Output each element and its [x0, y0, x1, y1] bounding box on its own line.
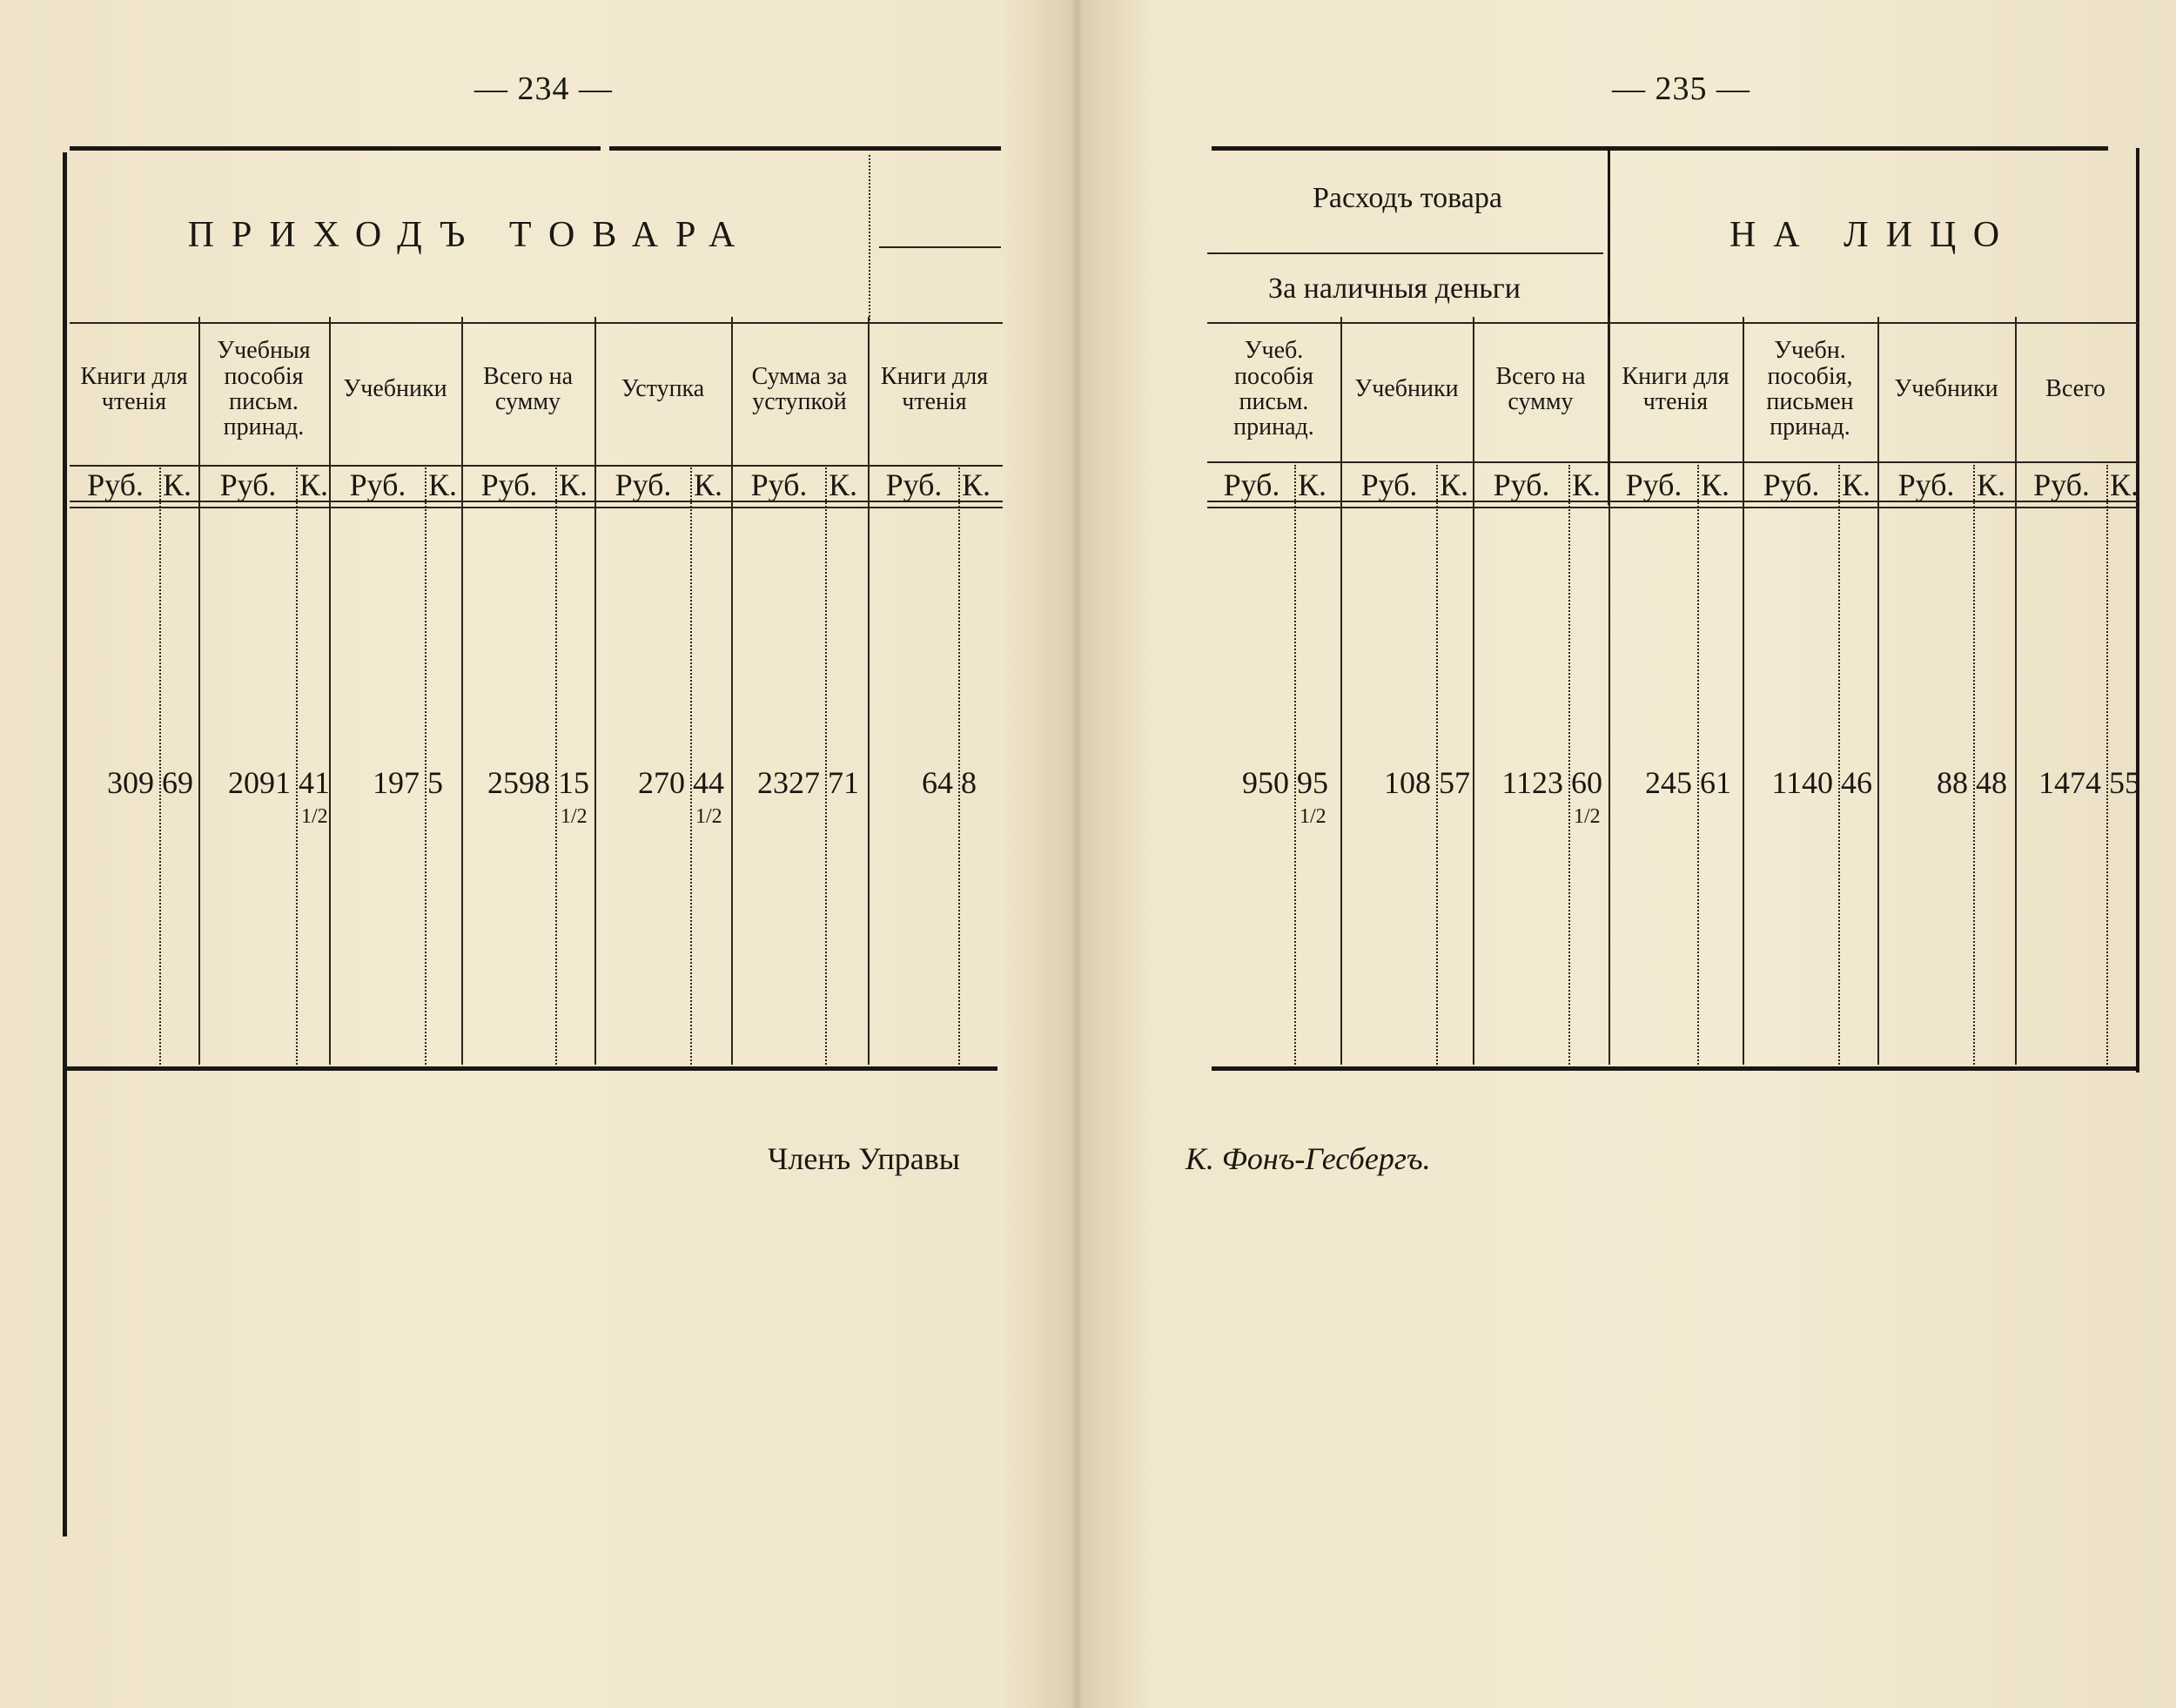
kopek-separator	[425, 465, 426, 1065]
kop-value: 55	[2109, 765, 2140, 800]
kop-label: К.	[962, 467, 991, 502]
subheader-rule	[1207, 461, 2139, 463]
signature-name: К. Фонъ-Гесбергъ.	[1185, 1141, 1431, 1176]
kop-label: К.	[829, 467, 858, 502]
column-separator	[329, 317, 331, 1065]
column-header: Учебн. пособія, письмен принад.	[1766, 337, 1854, 441]
rub-label: Руб.	[750, 467, 808, 502]
column-separator	[1877, 317, 1879, 1065]
rub-value: 270	[638, 765, 685, 800]
rub-label: Руб.	[1223, 467, 1280, 502]
kop-value: 95	[1297, 765, 1328, 800]
kopek-separator	[159, 465, 161, 1065]
kop-value: 5	[427, 765, 443, 800]
rub-value: 950	[1242, 765, 1289, 800]
kopek-separator	[1568, 465, 1570, 1065]
rub-label: Руб.	[219, 467, 277, 502]
column-header: Учеб. пособія письм. принад.	[1233, 337, 1314, 441]
rub-value: 1123	[1501, 765, 1563, 800]
fraction-value: 1/2	[1300, 805, 1326, 828]
kopek-separator	[958, 465, 960, 1065]
top-rule-right	[609, 146, 1001, 151]
rub-value: 88	[1937, 765, 1968, 800]
rub-value: 2598	[487, 765, 550, 800]
column-separator	[2015, 317, 2017, 1065]
column-header: Учебники	[1894, 375, 1998, 403]
left-border	[63, 152, 67, 1537]
kop-label: К.	[694, 467, 723, 502]
rub-value: 64	[922, 765, 953, 800]
kop-label: К.	[1572, 467, 1602, 502]
kopek-separator	[1973, 465, 1975, 1065]
column-header: Всего на сумму	[482, 362, 574, 415]
fraction-value: 1/2	[561, 805, 588, 828]
kop-label: К.	[1977, 467, 2006, 502]
kop-value: 15	[558, 765, 589, 800]
kopek-separator	[2106, 465, 2108, 1065]
rub-value: 108	[1384, 765, 1431, 800]
column-header: Книги для чтенія	[1622, 362, 1729, 415]
kop-value: 61	[1700, 765, 1731, 800]
kop-value: 60	[1571, 765, 1602, 800]
kop-value: 69	[162, 765, 193, 800]
column-separator	[868, 317, 870, 1065]
kopek-separator	[1436, 465, 1438, 1065]
column-header: Сумма за уступкой	[751, 362, 848, 415]
rub-label: Руб.	[349, 467, 406, 502]
column-separator	[1340, 317, 1342, 1065]
kop-label: К.	[1701, 467, 1730, 502]
rub-label: Руб.	[87, 467, 144, 502]
top-rule	[1212, 146, 2108, 151]
kop-value: 71	[828, 765, 859, 800]
kop-label: К.	[559, 467, 588, 502]
group-title: Расходъ товара	[1313, 182, 1502, 214]
rub-value: 2327	[757, 765, 820, 800]
rub-value: 309	[107, 765, 154, 800]
kopek-separator	[1838, 465, 1840, 1065]
rub-label: Руб.	[1493, 467, 1550, 502]
column-header: Всего	[2045, 375, 2105, 403]
divider	[869, 155, 870, 320]
kopek-separator	[555, 465, 557, 1065]
kop-value: 48	[1976, 765, 2007, 800]
kop-label: К.	[1842, 467, 1871, 502]
column-separator	[1473, 317, 1474, 1065]
left-page	[0, 0, 1071, 1708]
rub-label: Руб.	[885, 467, 943, 502]
rub-label: Руб.	[1360, 467, 1418, 502]
rub-value: 2091	[228, 765, 291, 800]
group-subtitle: За наличныя деньги	[1268, 272, 1521, 305]
column-separator	[198, 317, 200, 1065]
kopek-separator	[1294, 465, 1296, 1065]
right-border	[2136, 148, 2139, 1073]
column-separator	[1743, 317, 1744, 1065]
column-separator	[1608, 317, 1610, 1065]
rule	[1207, 252, 1603, 254]
top-rule	[70, 146, 601, 151]
rub-label: Руб.	[480, 467, 538, 502]
rule	[879, 246, 1001, 248]
kop-label: К.	[1298, 467, 1327, 502]
kop-label: К.	[428, 467, 458, 502]
rub-value: 1140	[1771, 765, 1833, 800]
column-header: Учебники	[343, 375, 447, 403]
page-number: — 235 —	[1612, 71, 1750, 107]
column-header: Учебныя пособія письм. принад.	[217, 337, 311, 441]
rub-label: Руб.	[615, 467, 672, 502]
kop-label: К.	[2110, 467, 2139, 502]
kopek-separator	[296, 465, 298, 1065]
rub-value: 245	[1645, 765, 1692, 800]
kop-value: 8	[961, 765, 977, 800]
column-separator	[594, 317, 596, 1065]
column-separator	[731, 317, 733, 1065]
column-header: Уступка	[621, 375, 705, 403]
rub-value: 197	[373, 765, 420, 800]
fraction-value: 1/2	[301, 805, 328, 828]
group-title: НА ЛИЦО	[1729, 215, 2018, 255]
rub-label: Руб.	[1625, 467, 1682, 502]
kopek-separator	[825, 465, 827, 1065]
kop-value: 57	[1439, 765, 1470, 800]
kop-label: К.	[163, 467, 192, 502]
page-number: — 234 —	[474, 71, 613, 107]
column-header: Всего на сумму	[1495, 362, 1586, 415]
kop-value: 46	[1841, 765, 1872, 800]
bottom-rule	[66, 1066, 997, 1071]
section-title: ПРИХОДЪ ТОВАРА	[187, 215, 753, 255]
kopek-separator	[690, 465, 692, 1065]
fraction-value: 1/2	[1574, 805, 1601, 828]
rub-value: 1474	[2038, 765, 2101, 800]
right-page	[1072, 0, 2176, 1708]
column-separator	[461, 317, 463, 1065]
kop-value: 41	[299, 765, 330, 800]
kopek-separator	[1697, 465, 1699, 1065]
column-header: Учебники	[1354, 375, 1459, 403]
rub-label: Руб.	[1897, 467, 1955, 502]
rub-label: Руб.	[1763, 467, 1820, 502]
double-rule	[70, 507, 1003, 508]
rub-label: Руб.	[2033, 467, 2090, 502]
column-header: Книги для чтенія	[880, 362, 989, 415]
kop-value: 44	[693, 765, 724, 800]
double-rule	[1207, 507, 2139, 508]
column-header: Книги для чтенія	[80, 362, 188, 415]
kop-label: К.	[1440, 467, 1469, 502]
fraction-value: 1/2	[695, 805, 722, 828]
kop-label: К.	[299, 467, 329, 502]
bottom-rule	[1212, 1066, 2139, 1071]
signature-label: Членъ Управы	[768, 1141, 960, 1176]
